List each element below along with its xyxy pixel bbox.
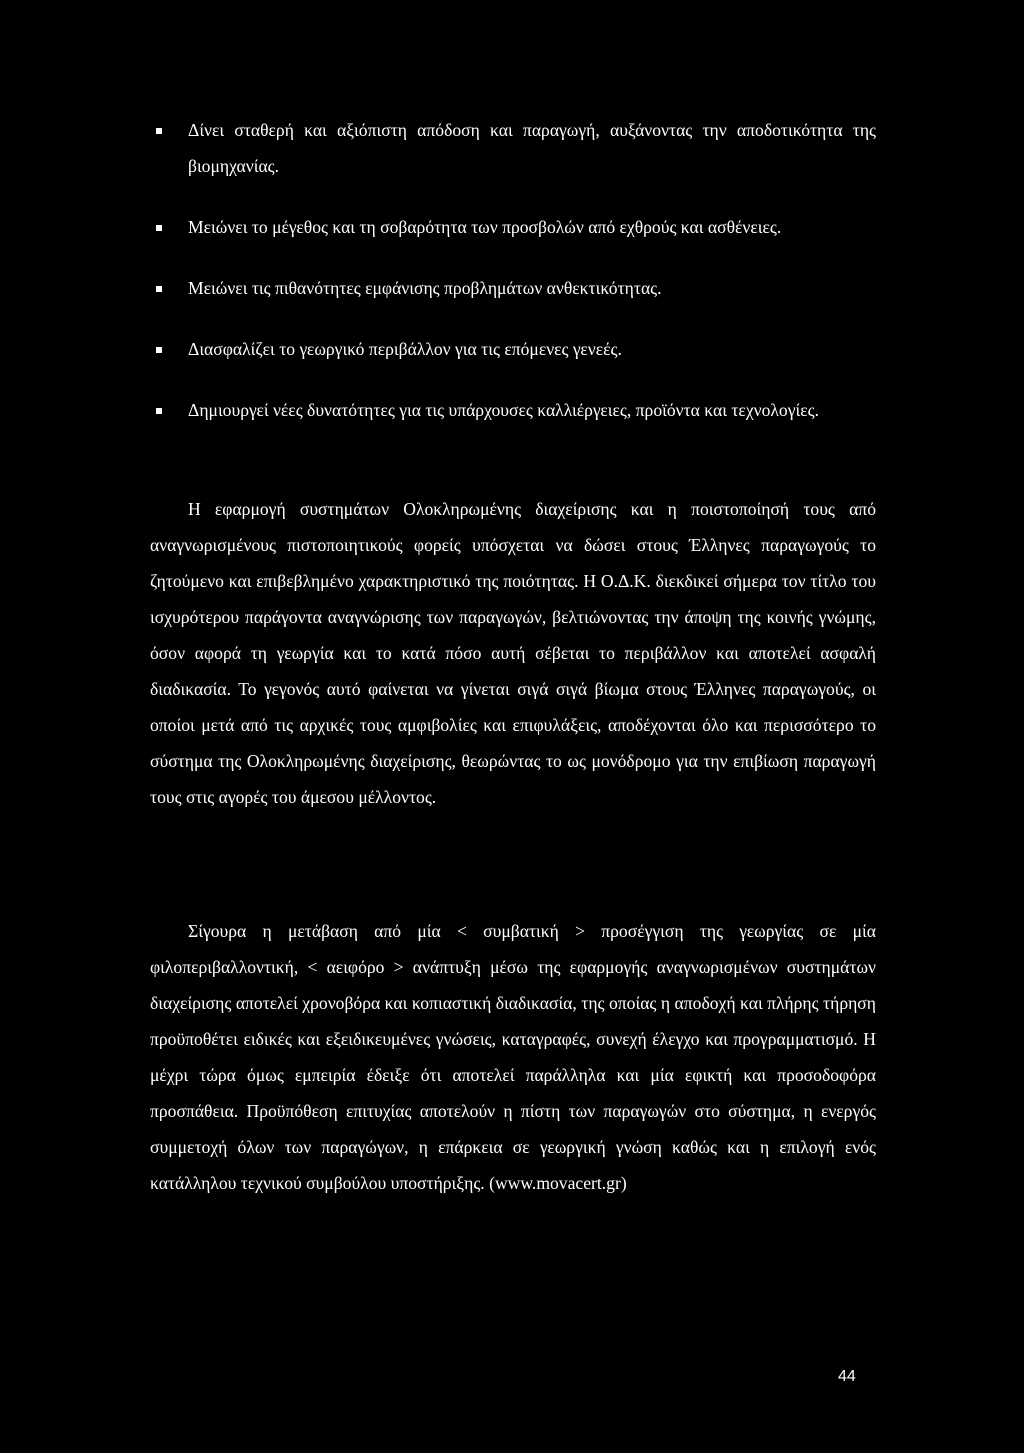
bullet-item [150,270,876,306]
square-bullet-icon [156,128,162,134]
bullet-text: Μειώνει τις πιθανότητες εμφάνισης προβλημάτων ανθεκτικότητας. [188,278,662,298]
bullet-item [150,209,876,245]
square-bullet-icon [156,347,162,353]
body-paragraph: Η εφαρμογή συστημάτων Ολοκληρωμένης διαχείρισης και η ποιστοποίησή τους από αναγνωρισμένους πιστοποιητικούς φορείς υπόσχεται να δώσει στους Έλληνες παραγωγούς το ζητούμενο και επιβεβλημένο χαρακτηριστικό της ποιότητας. Η Ο.Δ.Κ. διεκδικεί σήμερα τον τίτλο του ισχυρότερου παράγοντα αναγνώρισης των παραγωγών, βελτιώνοντας την άποψη της κοινής γνώμης, όσον αφορά τη γεωργία και το κατά πόσο αυτή σέβεται το περιβάλλον και αποτελεί ασφαλή διαδικασία. Το γεγονός αυτό φαίνεται να γίνεται σιγά σιγά βίωμα στους Έλληνες παραγωγούς, οι οποίοι μετά από τις αρχικές τους αμφιβολίες και επιφυλάξεις, αποδέχονται όλο και περισσότερο το σύστημα της Ολοκληρωμένης διαχείρισης, θεωρώντας το ως μονόδρομο για την επιβίωση παραγωγή τους στις αγορές του άμεσου μέλλοντος. [150,499,876,807]
square-bullet-icon [156,286,162,292]
bullet-text: Δημιουργεί νέες δυνατότητες για τις υπάρχουσες καλλιέργειες, προϊόντα και τεχνολογίες. [188,400,819,420]
bullet-text: Δίνει σταθερή και αξιόπιστη απόδοση και παραγωγή, αυξάνοντας την αποδοτικότητα της βιομηχανίας. [188,120,876,176]
bullet-item [150,392,876,428]
bullet-item [150,331,876,367]
bullet-text: Μειώνει το μέγεθος και τη σοβαρότητα των προσβολών από εχθρούς και ασθένειες. [188,217,782,237]
bullet-item [150,112,876,184]
bullet-text: Διασφαλίζει το γεωργικό περιβάλλον για τις επόμενες γενεές. [188,339,622,359]
square-bullet-icon [156,408,162,414]
square-bullet-icon [156,225,162,231]
body-paragraph: Σίγουρα η μετάβαση από μία < συμβατική > προσέγγιση της γεωργίας σε μία φιλοπεριβαλλοντική, < αειφόρο > ανάπτυξη μέσω της εφαρμογής αναγνωρισμένων συστημάτων διαχείρισης αποτελεί χρονοβόρα και κοπιαστική διαδικασία, της οποίας η αποδοχή και πλήρης τήρηση προϋποθέτει ειδικές και εξειδικευμένες γνώσεις, καταγραφές, συνεχή έλεγχο και προγραμματισμό. Η μέχρι τώρα όμως εμπειρία έδειξε ότι αποτελεί παράλληλα και μία εφικτή και προσοδοφόρα προσπάθεια. Προϋπόθεση επιτυχίας αποτελούν η πίστη των παραγωγών στο σύστημα, η ενεργός συμμετοχή όλων των παραγώγων, η επάρκεια σε γεωργική γνώση καθώς και η επιλογή ενός κατάλληλου τεχνικού συμβούλου υποστήριξης. (www.movacert.gr) [150,921,876,1193]
page-number: 44 [838,1368,856,1385]
benefits-bullet-list [150,112,876,453]
